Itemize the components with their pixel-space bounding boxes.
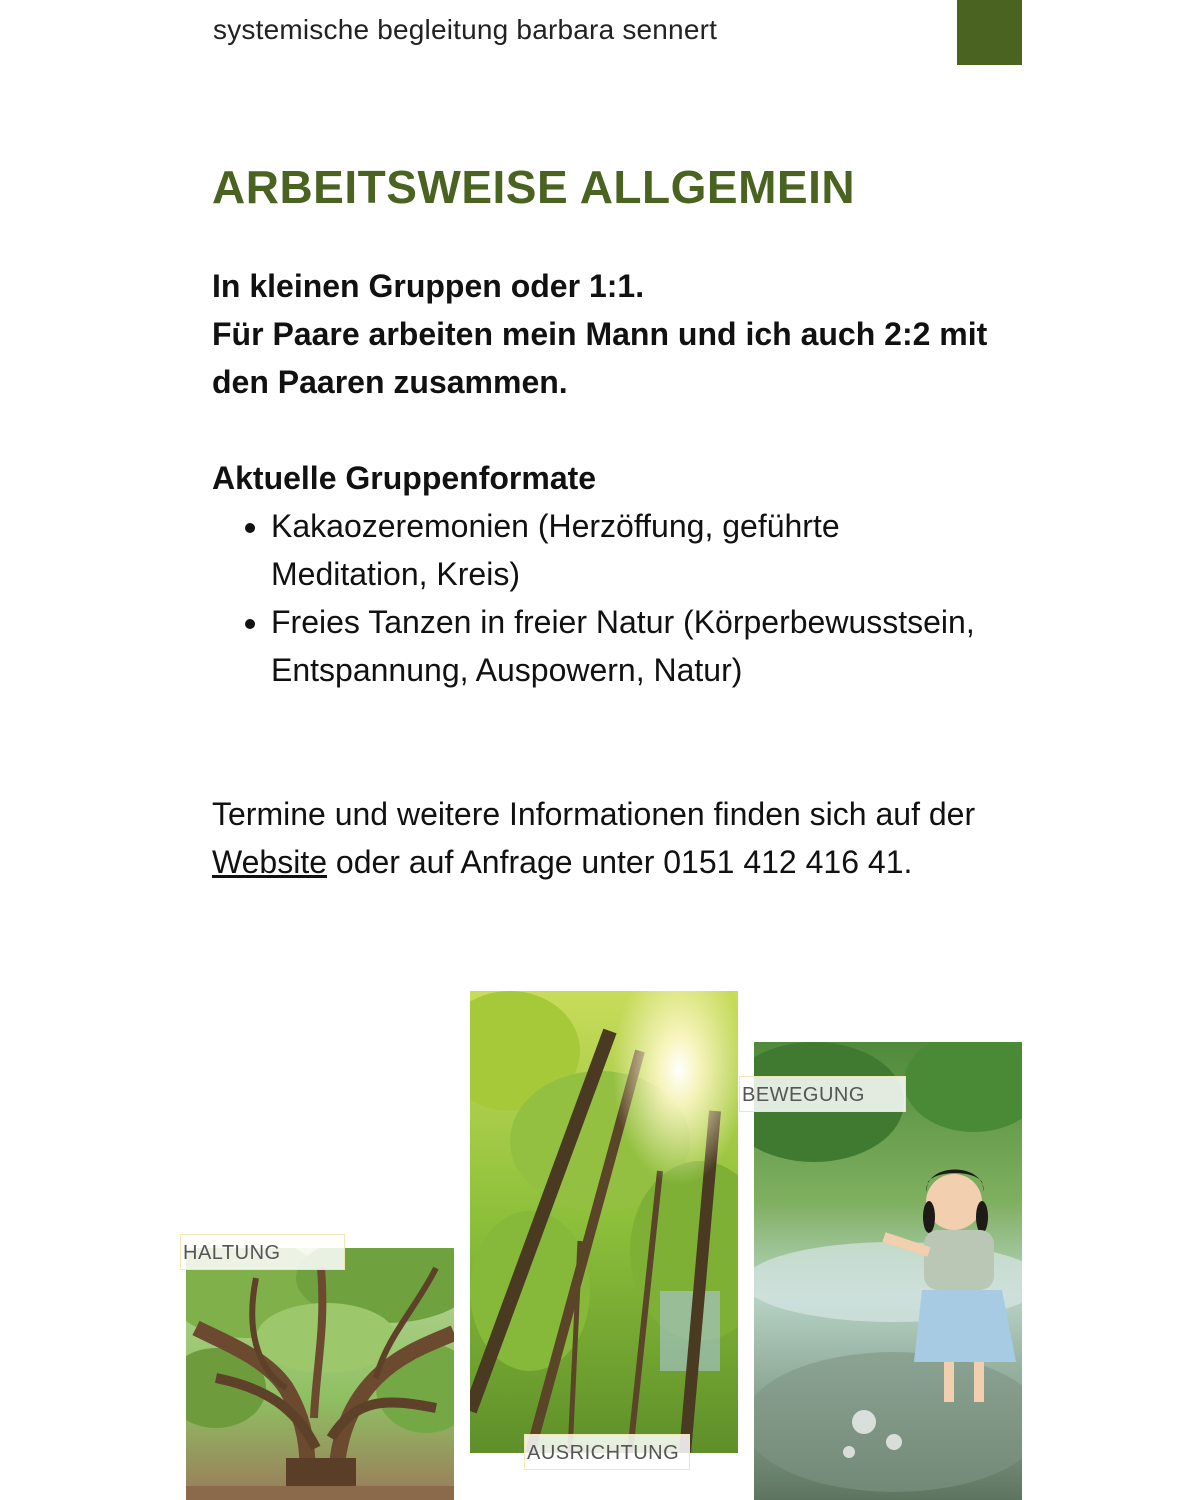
formats-list <box>212 502 991 694</box>
formats-heading: Aktuelle Gruppenformate <box>212 460 597 496</box>
contact-text-start: Termine und weitere Informationen finden sich auf der <box>212 796 976 832</box>
caption-haltung: HALTUNG <box>180 1234 345 1270</box>
tree-photo <box>186 1248 454 1500</box>
intro-line: Für Paare arbeiten mein Mann und ich auch 2:2 mit den Paaren zusammen. <box>212 316 988 400</box>
contact-text <box>212 790 1002 886</box>
intro-text <box>212 262 1012 406</box>
site-name[interactable]: systemische begleitung barbara sennert <box>213 14 718 45</box>
menu-square-icon[interactable] <box>957 0 1022 65</box>
forest-photo <box>470 991 738 1453</box>
contact-text-end: oder auf Anfrage unter 0151 412 416 41. <box>327 844 913 880</box>
list-item: • Kakaozeremonien (Herzöffung, geführte Meditation, Kreis) <box>271 502 991 598</box>
caption-bewegung: BEWEGUNG <box>739 1076 906 1112</box>
website-link[interactable]: Website <box>212 844 328 880</box>
list-item: • Freies Tanzen in freier Natur (Körperbewusstsein, Entspannung, Auspowern, Natur) <box>271 598 991 694</box>
caption-ausrichtung: AUSRICHTUNG <box>524 1434 690 1470</box>
intro-line: In kleinen Gruppen oder 1:1. <box>212 268 645 304</box>
page-title: ARBEITSWEISE ALLGEMEIN <box>212 161 856 213</box>
